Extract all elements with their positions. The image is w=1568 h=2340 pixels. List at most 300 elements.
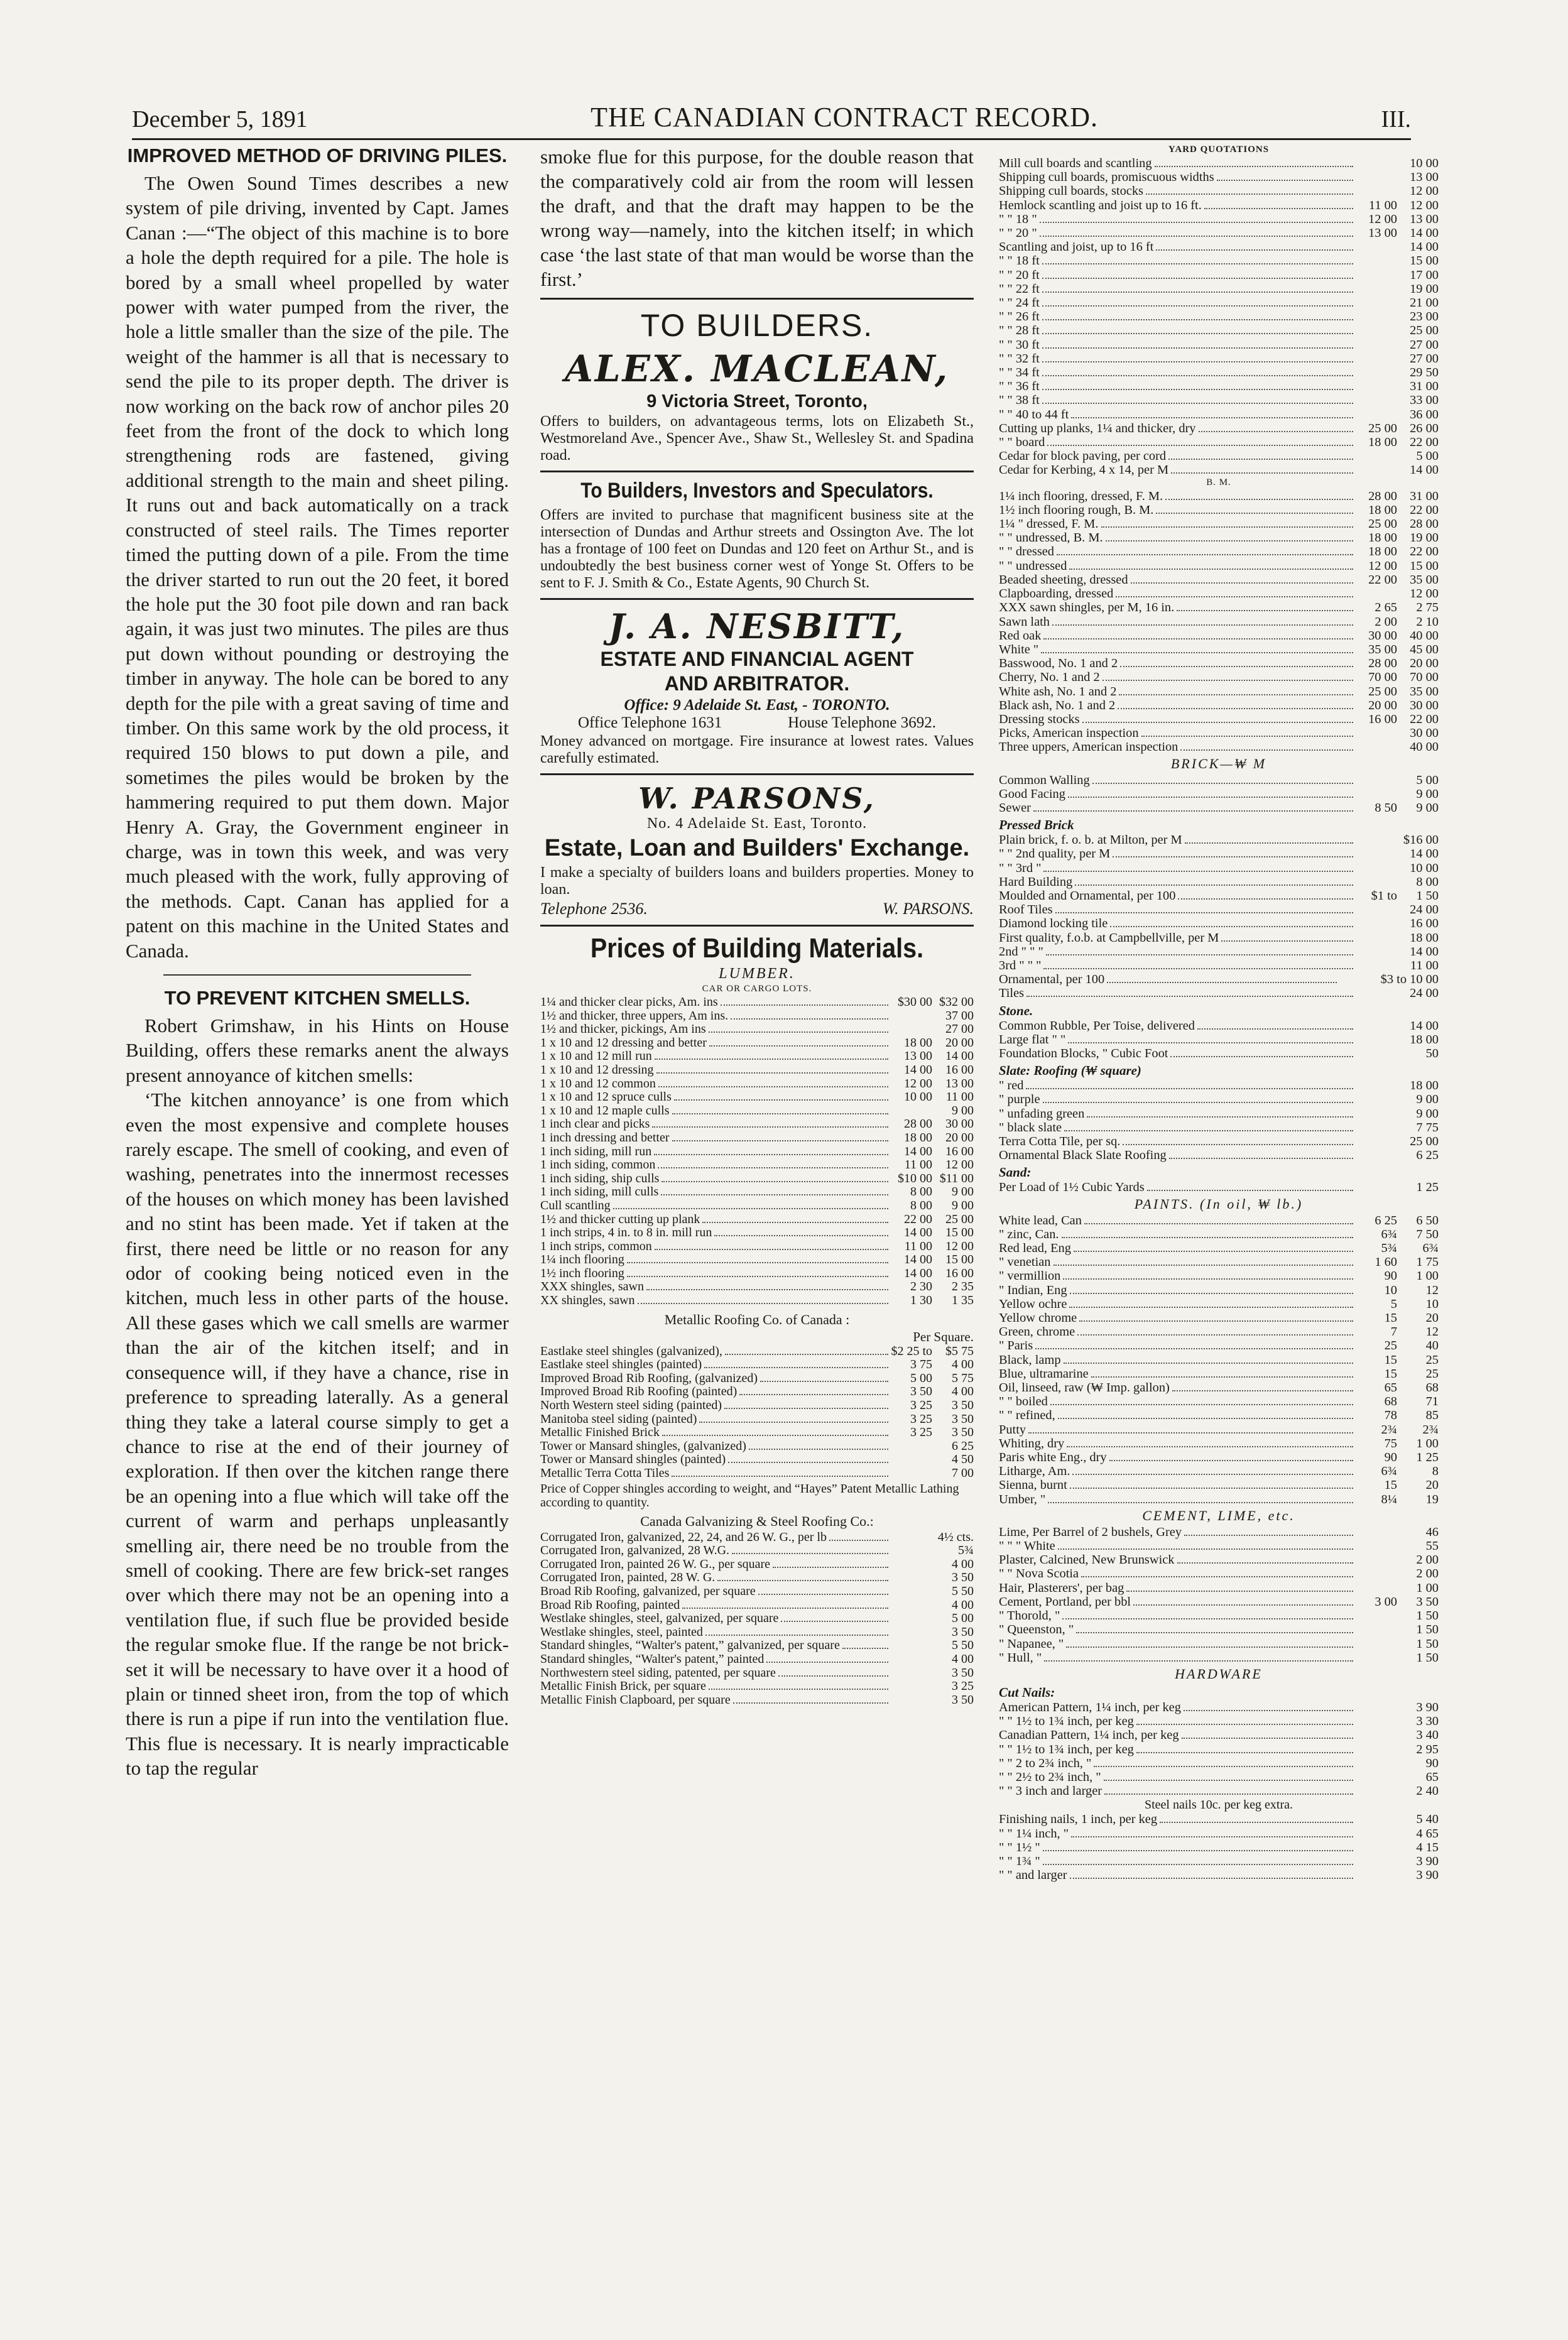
journal-title: THE CANADIAN CONTRACT RECORD. <box>591 102 1099 133</box>
leader-dots <box>829 1540 888 1541</box>
ad-text: Offers are invited to purchase that magnificent business site at the intersection of Dundas and Arthur streets and Ossington Ave. The lot has a frontage of 100 feet on Dundas and 120 feet on Arthur St., and is undoubtedly the best business corner west of Yonge St. Offers to be sent to F. J. Smith & Co., Estate Agents, 90 Church St. <box>540 507 974 591</box>
price-row <box>540 1023 974 1037</box>
price-high: 14 00 <box>1410 240 1439 254</box>
price-row <box>540 1385 974 1399</box>
price-high: 40 00 <box>1410 628 1439 643</box>
leader-dots <box>1116 596 1353 597</box>
price-high: 5 50 <box>952 1638 974 1653</box>
price-high: 35 00 <box>1410 684 1439 699</box>
price-high: 18 00 <box>1410 1032 1439 1047</box>
price-label: 1 inch siding, mill run <box>540 1145 652 1158</box>
leader-dots <box>1084 1223 1353 1224</box>
price-row <box>999 517 1439 531</box>
ad-parsons <box>540 781 974 918</box>
price-row <box>999 1525 1439 1539</box>
price-row <box>999 156 1439 170</box>
leader-dots <box>1074 1251 1353 1252</box>
price-high: 45 00 <box>1410 642 1439 656</box>
leader-dots <box>1040 222 1353 223</box>
price-label: " " Nova Scotia <box>999 1567 1079 1581</box>
price-high: 4 15 <box>1416 1840 1439 1854</box>
price-low: 70 00 <box>1368 670 1397 685</box>
price-low: 1 60 <box>1375 1255 1397 1270</box>
price-row <box>540 1372 974 1386</box>
price-row <box>540 1440 974 1454</box>
price-high: 31 00 <box>1410 489 1439 503</box>
leader-dots <box>652 1126 888 1128</box>
ad-office: Office: 9 Adelaide St. East, - TORONTO. <box>624 697 890 714</box>
price-low: 30 00 <box>1368 628 1397 643</box>
price-row <box>540 1118 974 1131</box>
price-low: 28 00 <box>1368 489 1397 503</box>
price-low: 12 00 <box>1368 558 1397 573</box>
price-high: 3 50 <box>952 1425 974 1440</box>
price-high: 21 00 <box>1410 296 1439 310</box>
price-low: 3 50 <box>910 1385 932 1399</box>
leader-dots <box>1042 389 1353 390</box>
leader-dots <box>733 1702 888 1704</box>
price-label: Hemlock scantling and joist up to 16 ft. <box>999 198 1202 212</box>
price-row <box>999 833 1439 847</box>
price-label: 3rd " " " <box>999 958 1042 972</box>
leader-dots <box>1064 1130 1353 1131</box>
price-label: 1 inch strips, 4 in. to 8 in. mill run <box>540 1226 712 1240</box>
price-label: " " 26 ft <box>999 310 1040 324</box>
price-row <box>999 184 1439 198</box>
price-high: 22 00 <box>1410 712 1439 726</box>
price-label: Corrugated Iron, galvanized, 28 W.G. <box>540 1544 730 1558</box>
price-row <box>540 1599 974 1613</box>
leader-dots <box>1156 513 1353 514</box>
leader-dots <box>1155 166 1353 167</box>
leader-dots <box>1171 472 1353 474</box>
metallic-per-square: Per Square. <box>913 1329 974 1344</box>
price-high: 5 00 <box>1416 449 1439 464</box>
price-row <box>540 1077 974 1091</box>
price-high: 71 <box>1425 1395 1439 1409</box>
price-label: Ornamental, per 100 <box>999 972 1105 987</box>
price-label: 1 x 10 and 12 common <box>540 1077 656 1091</box>
price-low: $1 to <box>1371 888 1397 903</box>
leader-dots <box>1071 417 1353 418</box>
leader-dots <box>682 1608 888 1609</box>
price-row <box>999 1450 1439 1464</box>
price-row <box>540 1104 974 1118</box>
leader-dots <box>1043 1850 1353 1851</box>
price-label: Yellow ochre <box>999 1297 1067 1311</box>
price-low: 25 00 <box>1368 517 1397 531</box>
price-row <box>540 1037 974 1050</box>
price-row <box>999 489 1439 503</box>
price-low: 2 65 <box>1375 601 1397 615</box>
price-label: " " 1½ to 1¾ inch, per keg <box>999 1714 1134 1729</box>
leader-dots <box>760 1381 888 1382</box>
price-label: " Paris <box>999 1339 1033 1353</box>
price-high: 1 75 <box>1416 1255 1439 1270</box>
price-low: 13 00 <box>1368 226 1397 241</box>
price-high: 5 40 <box>1416 1812 1439 1827</box>
price-high: 14 00 <box>1410 944 1439 959</box>
leader-dots <box>1052 624 1353 626</box>
leader-dots <box>654 1154 888 1155</box>
price-row <box>999 726 1439 740</box>
price-row <box>999 601 1439 614</box>
price-row <box>999 712 1439 726</box>
price-high: 9 00 <box>952 1198 974 1212</box>
leader-dots <box>714 1235 888 1236</box>
price-high: 11 00 <box>1410 958 1439 972</box>
price-row <box>999 170 1439 184</box>
price-low: 28 00 <box>904 1117 932 1131</box>
price-high: 31 00 <box>1410 379 1439 394</box>
column-1 <box>126 144 509 2321</box>
price-low: 22 00 <box>904 1212 932 1226</box>
price-row <box>999 1595 1439 1609</box>
price-row <box>999 226 1439 240</box>
price-label: Metallic Finish Clapboard, per square <box>540 1693 731 1707</box>
price-label: Clapboarding, dressed <box>999 587 1114 601</box>
price-high: 35 00 <box>1410 572 1439 587</box>
price-label: Black ash, No. 1 and 2 <box>999 698 1116 712</box>
price-row <box>540 1172 974 1186</box>
price-label: Scantling and joist, up to 16 ft <box>999 240 1154 254</box>
price-high: 15 00 <box>1410 558 1439 573</box>
price-label: " venetian <box>999 1255 1051 1270</box>
leader-dots <box>1204 208 1353 209</box>
price-label: Sienna, burnt <box>999 1478 1067 1493</box>
price-row <box>999 1395 1439 1408</box>
price-high: 14 00 <box>1410 226 1439 241</box>
price-high: 2 10 <box>1416 614 1439 629</box>
price-high: 12 <box>1425 1283 1439 1297</box>
price-label: North Western steel siding (painted) <box>540 1399 722 1413</box>
leader-dots <box>1046 954 1353 955</box>
leader-dots <box>1070 1293 1353 1294</box>
leader-dots <box>1067 1446 1353 1447</box>
price-high: 10 <box>1425 1297 1439 1311</box>
price-row <box>999 787 1439 801</box>
price-high: 9 00 <box>952 1185 974 1199</box>
price-label: Metallic Finish Brick, per square <box>540 1680 706 1694</box>
ad-name: J. A. NESBITT, <box>608 606 906 646</box>
price-row <box>999 1728 1439 1742</box>
yard-list <box>999 156 1439 477</box>
price-low: 15 <box>1384 1311 1397 1325</box>
price-high: 24 00 <box>1410 986 1439 1001</box>
leader-dots <box>1075 884 1353 886</box>
price-label: 1 x 10 and 12 spruce culls <box>540 1091 672 1104</box>
price-high: 24 00 <box>1410 903 1439 917</box>
price-high: 12 00 <box>1410 184 1439 199</box>
price-high: 3 90 <box>1416 1868 1439 1883</box>
price-high: 37 00 <box>945 1008 974 1023</box>
price-low: 2 30 <box>910 1280 932 1294</box>
price-high: 1 50 <box>1416 1636 1439 1651</box>
price-high: 3 25 <box>952 1679 974 1694</box>
leader-dots <box>1133 1604 1353 1606</box>
price-high: 4 65 <box>1416 1826 1439 1841</box>
price-row <box>999 615 1439 629</box>
office-telephone: Office Telephone 1631 <box>578 714 722 731</box>
price-label: Shipping cull boards, promiscuous widths <box>999 170 1214 185</box>
price-label: Three uppers, American inspection <box>999 740 1179 754</box>
price-low: 5 00 <box>910 1371 932 1385</box>
price-row <box>999 1255 1439 1269</box>
ad-heading: To Builders, Investors and Speculators. <box>580 479 934 503</box>
price-row <box>999 1651 1439 1665</box>
divider <box>540 298 974 300</box>
price-row <box>999 1539 1439 1553</box>
price-low: 5¾ <box>1381 1241 1397 1256</box>
leader-dots <box>658 1167 888 1168</box>
price-label: " " boiled <box>999 1395 1048 1409</box>
leader-dots <box>1184 1710 1353 1711</box>
price-label: " " " White <box>999 1539 1055 1554</box>
leader-dots <box>1180 749 1353 751</box>
leader-dots <box>1062 1618 1353 1619</box>
leader-dots <box>1026 996 1353 997</box>
leader-dots <box>672 1140 889 1141</box>
ad-line: ESTATE AND FINANCIAL AGENT <box>600 648 914 670</box>
price-high: 19 00 <box>1410 531 1439 545</box>
leader-dots <box>1072 1474 1353 1475</box>
price-low: 11 00 <box>904 1239 932 1253</box>
price-label: Northwestern steel siding, patented, per square <box>540 1666 776 1680</box>
running-head <box>132 95 1411 140</box>
price-row <box>999 1033 1439 1047</box>
price-high: 7 00 <box>952 1466 974 1480</box>
leader-dots <box>1044 1660 1353 1662</box>
price-low: 65 <box>1384 1381 1397 1395</box>
price-label: 1¼ and thicker clear picks, Am. ins <box>540 996 718 1009</box>
price-high: 14 00 <box>945 1049 974 1064</box>
price-row <box>999 1241 1439 1255</box>
leader-dots <box>1043 1864 1353 1865</box>
price-row <box>540 1426 974 1440</box>
leader-dots <box>646 1289 888 1290</box>
price-row <box>540 1064 974 1077</box>
leader-dots <box>1043 1102 1353 1103</box>
price-row <box>999 656 1439 670</box>
leader-dots <box>732 1553 888 1554</box>
price-high: 2 35 <box>952 1280 974 1294</box>
leader-dots <box>1042 375 1353 376</box>
slate-heading: Slate: Roofing (₩ square) <box>999 1063 1141 1079</box>
leader-dots <box>1042 361 1353 362</box>
price-row <box>999 1812 1439 1826</box>
price-low: 20 00 <box>1368 698 1397 712</box>
price-row <box>999 773 1439 787</box>
price-label: Finishing nails, 1 inch, per keg <box>999 1812 1158 1827</box>
price-row <box>999 931 1439 945</box>
leader-dots <box>1197 1028 1353 1030</box>
leader-dots <box>1104 1780 1353 1781</box>
price-row <box>999 338 1439 352</box>
price-label: 1 x 10 and 12 mill run <box>540 1050 652 1064</box>
price-low: 5 <box>1390 1297 1397 1311</box>
leader-dots <box>672 1476 888 1477</box>
price-label: Improved Broad Rib Roofing (painted) <box>540 1385 738 1399</box>
yard-heading: YARD QUOTATIONS <box>1168 144 1270 155</box>
price-low: 13 00 <box>904 1049 932 1064</box>
leader-dots <box>1077 1334 1353 1336</box>
leader-dots <box>1058 1548 1353 1550</box>
price-label: White ash, No. 1 and 2 <box>999 684 1117 699</box>
price-label: 1¼ " dressed, F. M. <box>999 517 1099 531</box>
price-row <box>540 1253 974 1267</box>
price-row <box>540 1585 974 1599</box>
price-low: 18 00 <box>904 1130 932 1145</box>
leader-dots <box>1169 1158 1353 1159</box>
price-label: Cedar for Kerbing, 4 x 14, per M <box>999 463 1169 477</box>
leader-dots <box>1110 926 1353 927</box>
price-high: 18 00 <box>1410 930 1439 945</box>
metallic-note: Price of Copper shingles according to weight, and “Hayes” Patent Metallic Lathing according to quantity. <box>540 1481 959 1510</box>
price-high: 3 50 <box>952 1412 974 1426</box>
price-low: 15 <box>1384 1366 1397 1381</box>
price-row <box>999 1553 1439 1567</box>
galvanizing-heading: Canada Galvanizing & Steel Roofing Co.: <box>640 1513 874 1529</box>
leader-dots <box>1050 1404 1353 1405</box>
price-row <box>999 531 1439 545</box>
price-label: Improved Broad Rib Roofing, (galvanized) <box>540 1371 758 1385</box>
price-high: 12 <box>1425 1325 1439 1339</box>
price-row <box>999 1701 1439 1714</box>
price-label: " " 1½ to 1¾ inch, per keg <box>999 1742 1134 1756</box>
price-label: " Napanee, " <box>999 1636 1064 1651</box>
leader-dots <box>704 1367 888 1368</box>
price-label: Broad Rib Roofing, galvanized, per square <box>540 1584 756 1598</box>
price-label: American Pattern, 1¼ inch, per keg <box>999 1700 1181 1714</box>
price-high: 70 00 <box>1410 670 1439 685</box>
price-high: 1 00 <box>1416 1269 1439 1283</box>
leader-dots <box>1087 1116 1353 1118</box>
price-row <box>999 1637 1439 1651</box>
price-high: 9 00 <box>1416 1106 1439 1121</box>
price-low: 8 00 <box>910 1185 932 1199</box>
price-row <box>540 1050 974 1064</box>
leader-dots <box>1104 1793 1353 1795</box>
price-row <box>999 1047 1439 1060</box>
price-row <box>540 1626 974 1640</box>
price-label: Mill cull boards and scantling <box>999 156 1152 170</box>
price-low: 10 00 <box>904 1090 932 1104</box>
price-label: Common Walling <box>999 773 1090 787</box>
paints-heading: PAINTS. (In oil, ₩ lb.) <box>1134 1195 1304 1212</box>
price-row <box>999 1423 1439 1437</box>
price-row <box>999 1581 1439 1595</box>
leader-dots <box>1068 1042 1353 1043</box>
price-row <box>999 1214 1439 1227</box>
price-label: " " dressed <box>999 545 1054 559</box>
price-label: 1¼ inch flooring <box>540 1253 624 1267</box>
lumber-subheading: CAR OR CARGO LOTS. <box>702 984 812 994</box>
price-label: 1 inch siding, common <box>540 1158 656 1172</box>
price-label: 1 x 10 and 12 maple culls <box>540 1104 670 1118</box>
price-row <box>999 889 1439 903</box>
leader-dots <box>1160 1822 1353 1823</box>
price-label: Cedar for block paving, per cord <box>999 449 1167 464</box>
price-row <box>999 1180 1439 1194</box>
price-row <box>999 379 1439 393</box>
ad-name: ALEX. MACLEAN, <box>564 347 950 390</box>
price-row <box>999 875 1439 889</box>
price-row <box>999 408 1439 422</box>
leader-dots <box>1123 1144 1353 1145</box>
price-label: Manitoba steel siding (painted) <box>540 1412 697 1426</box>
leader-dots <box>655 1249 888 1250</box>
price-label: 1 x 10 and 12 dressing and better <box>540 1036 707 1050</box>
price-label: Lime, Per Barrel of 2 bushels, Grey <box>999 1525 1182 1539</box>
price-label: " " 2 to 2¾ inch, " <box>999 1756 1092 1770</box>
price-high: 3 50 <box>1416 1594 1439 1609</box>
price-label: XXX shingles, sawn <box>540 1280 644 1294</box>
price-label: " " 1¼ inch, " <box>999 1826 1069 1841</box>
price-row <box>999 801 1439 815</box>
price-high: 25 <box>1425 1366 1439 1381</box>
leader-dots <box>1041 652 1353 653</box>
price-high: 90 <box>1425 1756 1439 1770</box>
divider <box>163 974 471 976</box>
leader-dots <box>705 1635 888 1636</box>
price-label: Common Rubble, Per Toise, delivered <box>999 1018 1195 1033</box>
leader-dots <box>1106 540 1353 541</box>
leader-dots <box>627 1262 888 1263</box>
sand-list <box>999 1180 1439 1194</box>
price-row <box>540 1612 974 1626</box>
price-label: Standard shingles, “Walter's patent,” painted <box>540 1652 765 1666</box>
price-label: Tower or Mansard shingles (painted) <box>540 1453 726 1467</box>
price-row <box>999 685 1439 699</box>
price-label: " Indian, Eng <box>999 1283 1067 1297</box>
price-high: 2 00 <box>1416 1567 1439 1581</box>
leader-dots <box>1170 1056 1353 1057</box>
price-label: Litharge, Am. <box>999 1464 1070 1479</box>
price-low: 35 00 <box>1368 642 1397 656</box>
price-high: 2 75 <box>1416 601 1439 615</box>
price-label: " Thorold, " <box>999 1609 1060 1623</box>
price-high: 9 00 <box>1416 800 1439 815</box>
price-row <box>999 1079 1439 1092</box>
ad-nesbitt <box>540 606 974 767</box>
ad-text: Offers to builders, on advantageous terms, lots on Elizabeth St., Westmoreland Ave., Spencer Ave., Shaw St., Wellesley St. and Spadina road. <box>540 413 974 464</box>
price-high: 20 <box>1425 1478 1439 1493</box>
price-high: 13 00 <box>945 1076 974 1091</box>
ad-address: No. 4 Adelaide St. East, Toronto. <box>646 815 868 832</box>
price-low: 14 00 <box>904 1266 932 1280</box>
leader-dots <box>1040 236 1353 237</box>
leader-dots <box>758 1594 888 1595</box>
leader-dots <box>1081 1576 1353 1577</box>
price-row <box>999 296 1439 310</box>
leader-dots <box>1217 180 1353 181</box>
price-high: 29 50 <box>1410 366 1439 380</box>
price-row <box>540 1091 974 1104</box>
price-high: 55 <box>1425 1539 1439 1554</box>
leader-dots <box>709 1045 888 1047</box>
leader-dots <box>1042 291 1353 293</box>
price-label: " " 3rd " <box>999 861 1042 875</box>
price-row <box>999 1019 1439 1033</box>
price-high: $32 00 <box>939 995 974 1009</box>
price-label: Blue, ultramarine <box>999 1366 1089 1381</box>
price-label: Shipping cull boards, stocks <box>999 184 1143 199</box>
price-high: 2 00 <box>1416 1553 1439 1567</box>
price-row <box>999 1714 1439 1728</box>
price-label: " " 18 " <box>999 212 1037 226</box>
price-label: Sewer <box>999 800 1031 815</box>
price-low: 7 <box>1390 1325 1397 1339</box>
